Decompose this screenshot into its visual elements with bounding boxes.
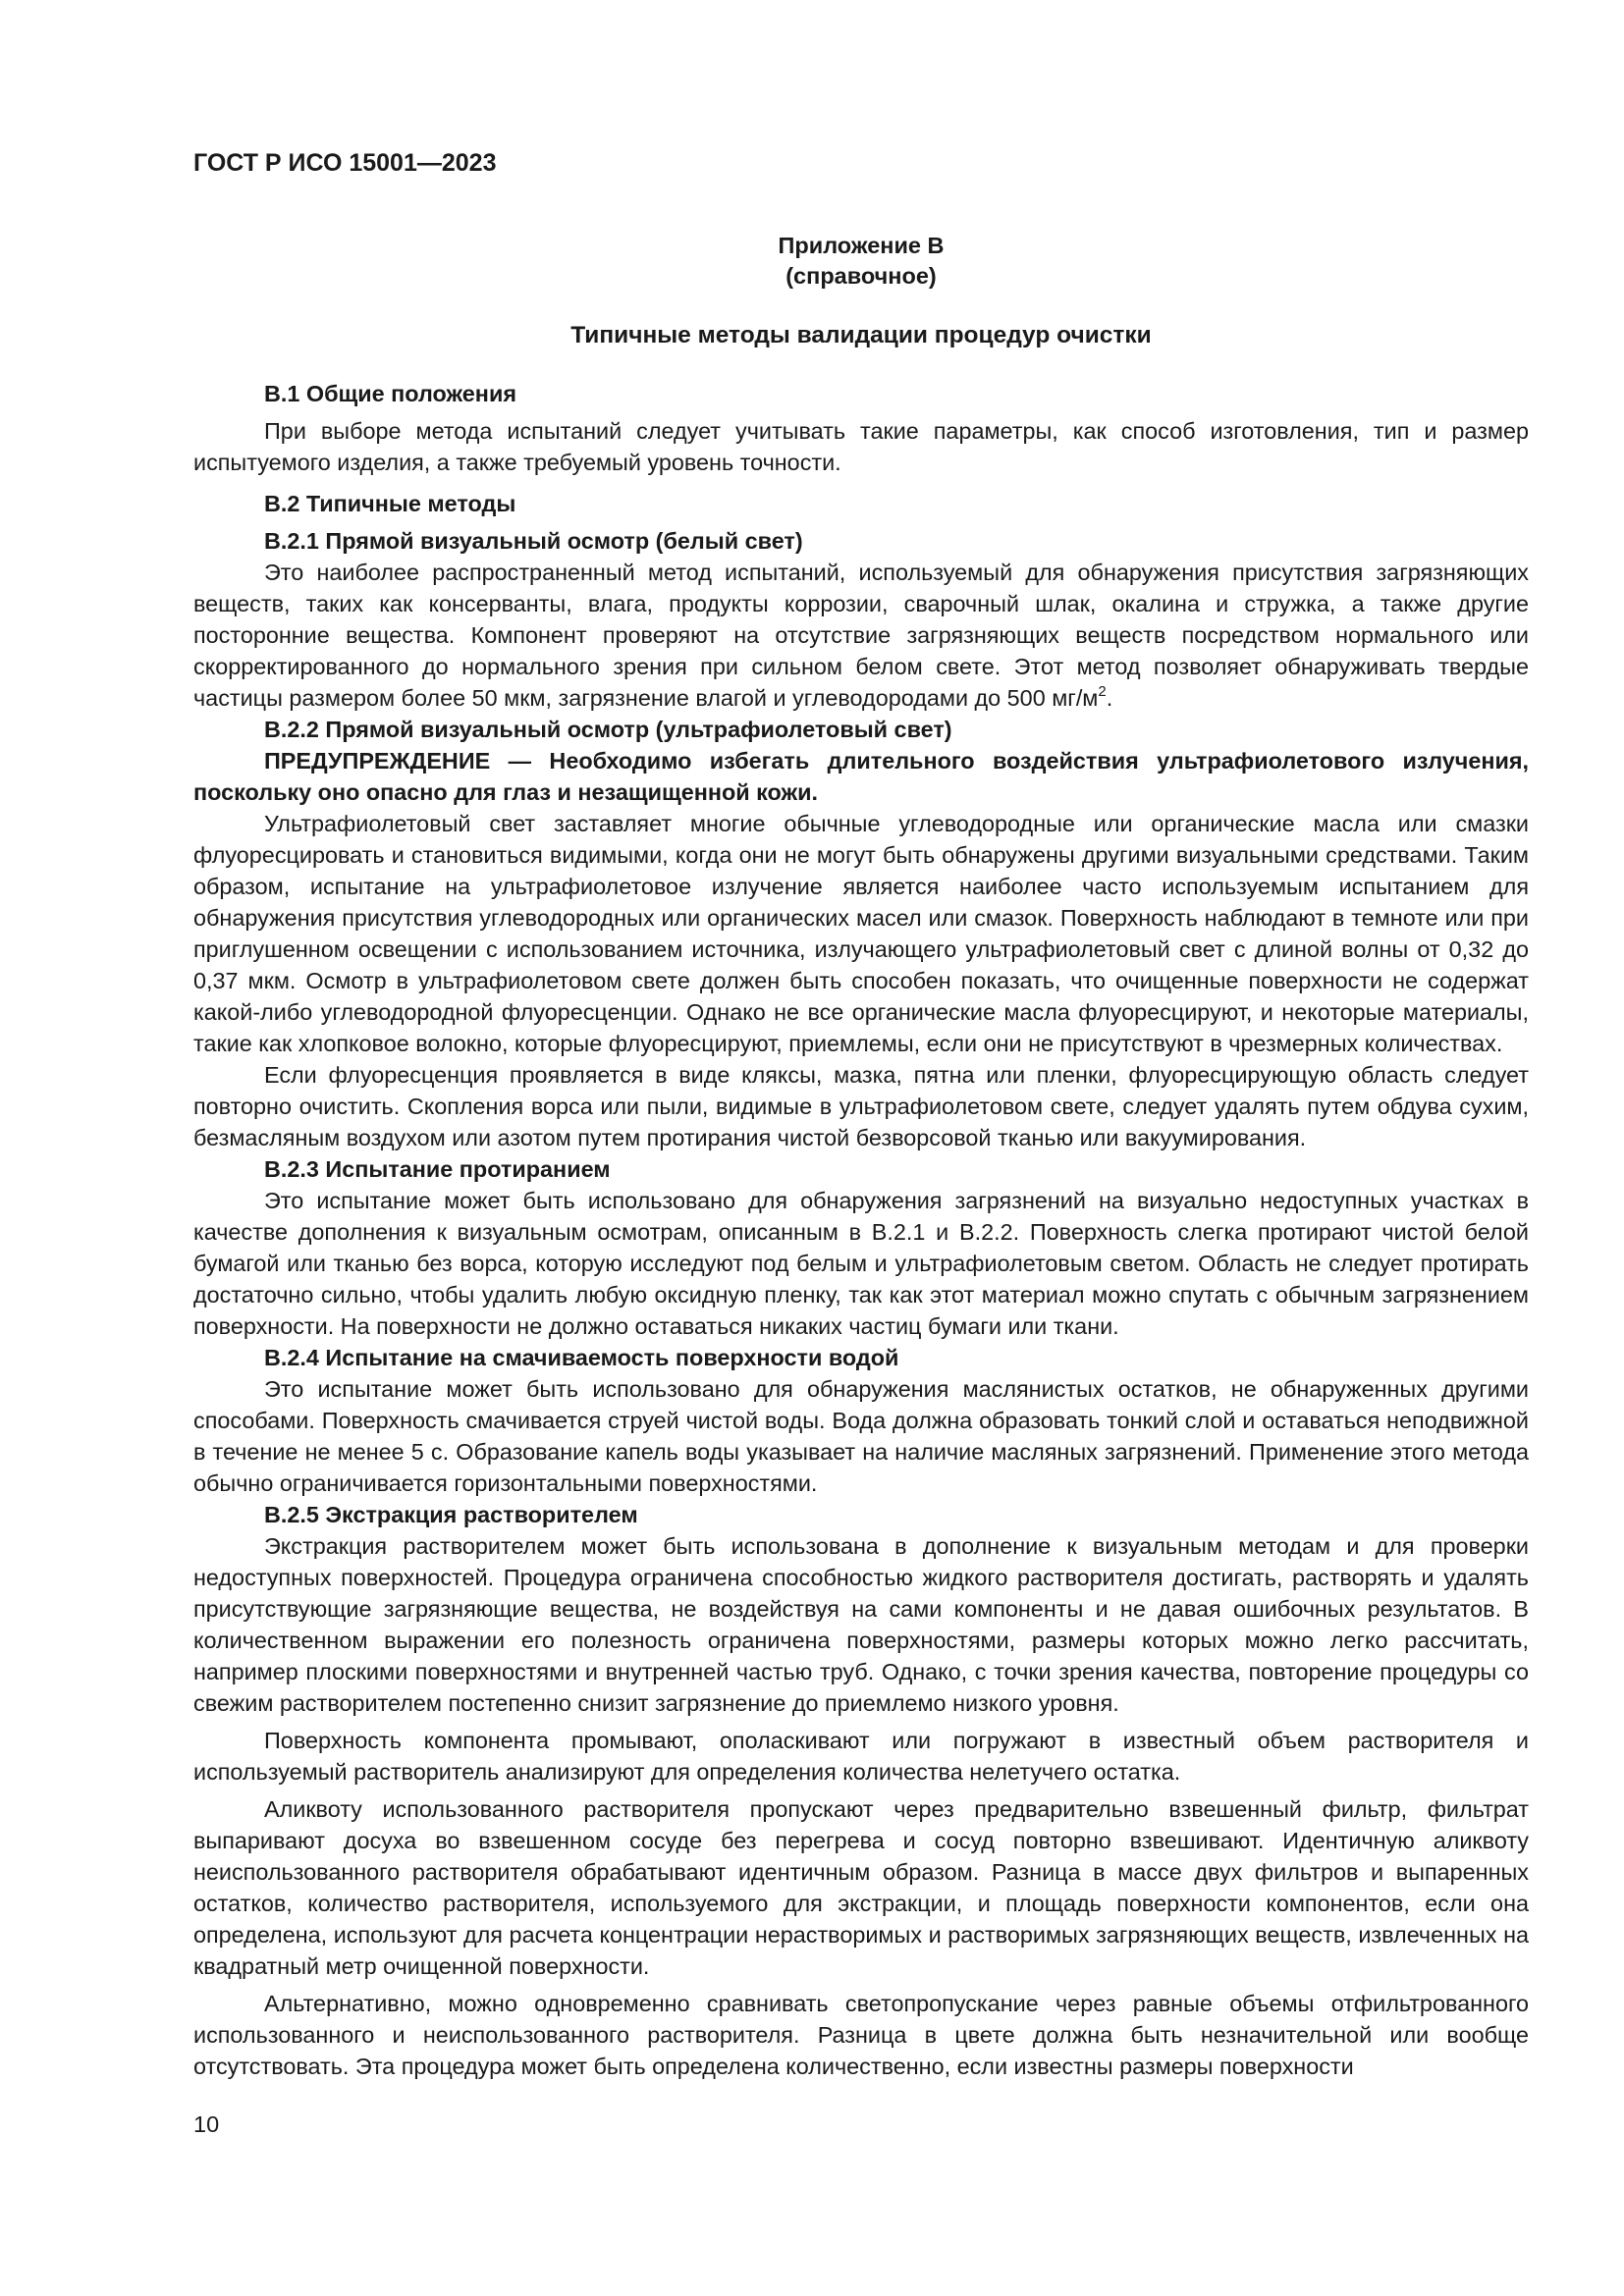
section-b25-paragraph-4: Альтернативно, можно одновременно сравнивать светопропускание через равные объемы отфильтрованного использованного и неиспользованного растворителя. Разница в цвете должна быть незначительной или вообще отсутствовать. Эта процедура может быть определена количественно, если известны размеры поверхности — [193, 1991, 1529, 2079]
section-b24-heading: В.2.4 Испытание на смачиваемость поверхности водой — [264, 1345, 899, 1370]
section-b21-text: Это наиболее распространенный метод испытаний, используемый для обнаружения присутствия загрязняющих веществ, таких как консерванты, влага, продукты коррозии, сварочный шлак, окалина и стружка, а также другие посторонние вещества. Компонент проверяют на отсутствие загрязняющих веществ посредством нормального или скорректированного до нормального зрения при сильном белом свете. Этот метод позволяет обнаруживать твердые частицы размером более 50 мкм, загрязнение влагой и углеводородами до 500 мг/м — [193, 560, 1529, 711]
section-b22-paragraph-2: Если флуоресценция проявляется в виде кляксы, мазка, пятна или пленки, флуоресцирующую область следует повторно очистить. Скопления ворса или пыли, видимые в ультрафиолетовом свете, следует удалять путем обдува сухим, безмасляным воздухом или азотом путем протирания чистой безворсовой тканью или вакуумирования. — [193, 1062, 1529, 1150]
section-b1-heading: В.1 Общие положения — [264, 381, 516, 406]
section-b25-paragraph-3: Аликвоту использованного растворителя пропускают через предварительно взвешенный фильтр, фильтрат выпаривают досуха во взвешенном сосуде без перегрева и сосуд повторно взвешивают. Идентичную аликвоту неиспользованного растворителя обрабатывают идентичным образом. Разница в массе двух фильтров и выпаренных остатков, количество растворителя, используемого для экстракции, и площадь поверхности компонентов, если она определена, используют для расчета концентрации нерастворимых и растворимых загрязняющих веществ, извлеченных на квадратный метр очищенной поверхности. — [193, 1796, 1529, 1979]
section-b25-heading: В.2.5 Экстракция растворителем — [264, 1502, 638, 1527]
section-b25-paragraph-1: Экстракция растворителем может быть использована в дополнение к визуальным методам и для проверки недоступных поверхностей. Процедура ограничена способностью жидкого растворителя достигать, растворять и удалять присутствующие загрязняющие вещества, не воздействуя на сами компоненты и не давая ошибочных результатов. В количественном выражении его полезность ограничена поверхностями, размеры которых можно легко рассчитать, например плоскими поверхностями и внутренней частью труб. Однако, с точки зрения качества, повторение процедуры со свежим растворителем постепенно снизит загрязнение до приемлемо низкого уровня. — [193, 1533, 1529, 1716]
annex-status: (справочное) — [785, 263, 937, 289]
section-b25-paragraph-2: Поверхность компонента промывают, ополаскивают или погружают в известный объем растворителя и используемый растворитель анализируют для определения количества нелетучего остатка. — [193, 1728, 1529, 1785]
section-b21-heading: В.2.1 Прямой визуальный осмотр (белый свет) — [264, 528, 803, 554]
section-b1-paragraph: При выборе метода испытаний следует учитывать такие параметры, как способ изготовления, тип и размер испытуемого изделия, а также требуемый уровень точности. — [193, 418, 1529, 475]
page-number: 10 — [193, 2111, 220, 2137]
superscript-2: 2 — [1098, 683, 1107, 700]
section-b22-heading: В.2.2 Прямой визуальный осмотр (ультрафиолетовый свет) — [264, 717, 952, 742]
section-b23-paragraph: Это испытание может быть использовано для обнаружения загрязнений на визуально недоступных участках в качестве дополнения к визуальным осмотрам, описанным в В.2.1 и В.2.2. Поверхность слегка протирают чистой белой бумагой или тканью без ворса, которую исследуют под белым и ультрафиолетовым светом. Область не следует протирать достаточно сильно, чтобы удалить любую оксидную пленку, так как этот материал можно спутать с обычным загрязнением поверхности. На поверхности не должно оставаться никаких частиц бумаги или ткани. — [193, 1188, 1529, 1339]
section-b23-heading: В.2.3 Испытание протиранием — [264, 1156, 611, 1182]
annex-label: Приложение В — [778, 233, 945, 258]
section-b21-paragraph — [193, 557, 1529, 714]
section-b22-paragraph-1: Ультрафиолетовый свет заставляет многие обычные углеводородные или органические масла или смазки флуоресцировать и становиться видимыми, когда они не могут быть обнаружены другими визуальными средствами. Таким образом, испытание на ультрафиолетовое излучение является наиболее часто используемым испытанием для обнаружения присутствия углеводородных или органических масел или смазок. Поверхность наблюдают в темноте или при приглушенном освещении с использованием источника, излучающего ультрафиолетовый свет с длиной волны от 0,32 до 0,37 мкм. Осмотр в ультрафиолетовом свете должен быть способен показать, что очищенные поверхности не содержат какой-либо углеводородной флуоресценции. Однако не все органические масла флуоресцируют, и некоторые материалы, такие как хлопковое волокно, которые флуоресцируют, приемлемы, если они не присутствуют в чрезмерных количествах. — [193, 811, 1529, 1056]
annex-title: Типичные методы валидации процедур очистки — [570, 322, 1152, 348]
document-header: ГОСТ Р ИСО 15001—2023 — [193, 149, 497, 177]
warning-text: ПРЕДУПРЕЖДЕНИЕ — Необходимо избегать длительного воздействия ультрафиолетового излучения, поскольку оно опасно для глаз и незащищенной кожи. — [193, 748, 1529, 805]
document-page — [193, 147, 1529, 2082]
section-b21-text-end: . — [1106, 685, 1113, 711]
section-b24-paragraph: Это испытание может быть использовано для обнаружения маслянистых остатков, не обнаруженных другими способами. Поверхность смачивается струей чистой воды. Вода должна образовать тонкий слой и оставаться неподвижной в течение не менее 5 с. Образование капель воды указывает на наличие масляных загрязнений. Применение этого метода обычно ограничивается горизонтальными поверхностями. — [193, 1376, 1529, 1496]
section-b2-heading: В.2 Типичные методы — [264, 491, 516, 516]
